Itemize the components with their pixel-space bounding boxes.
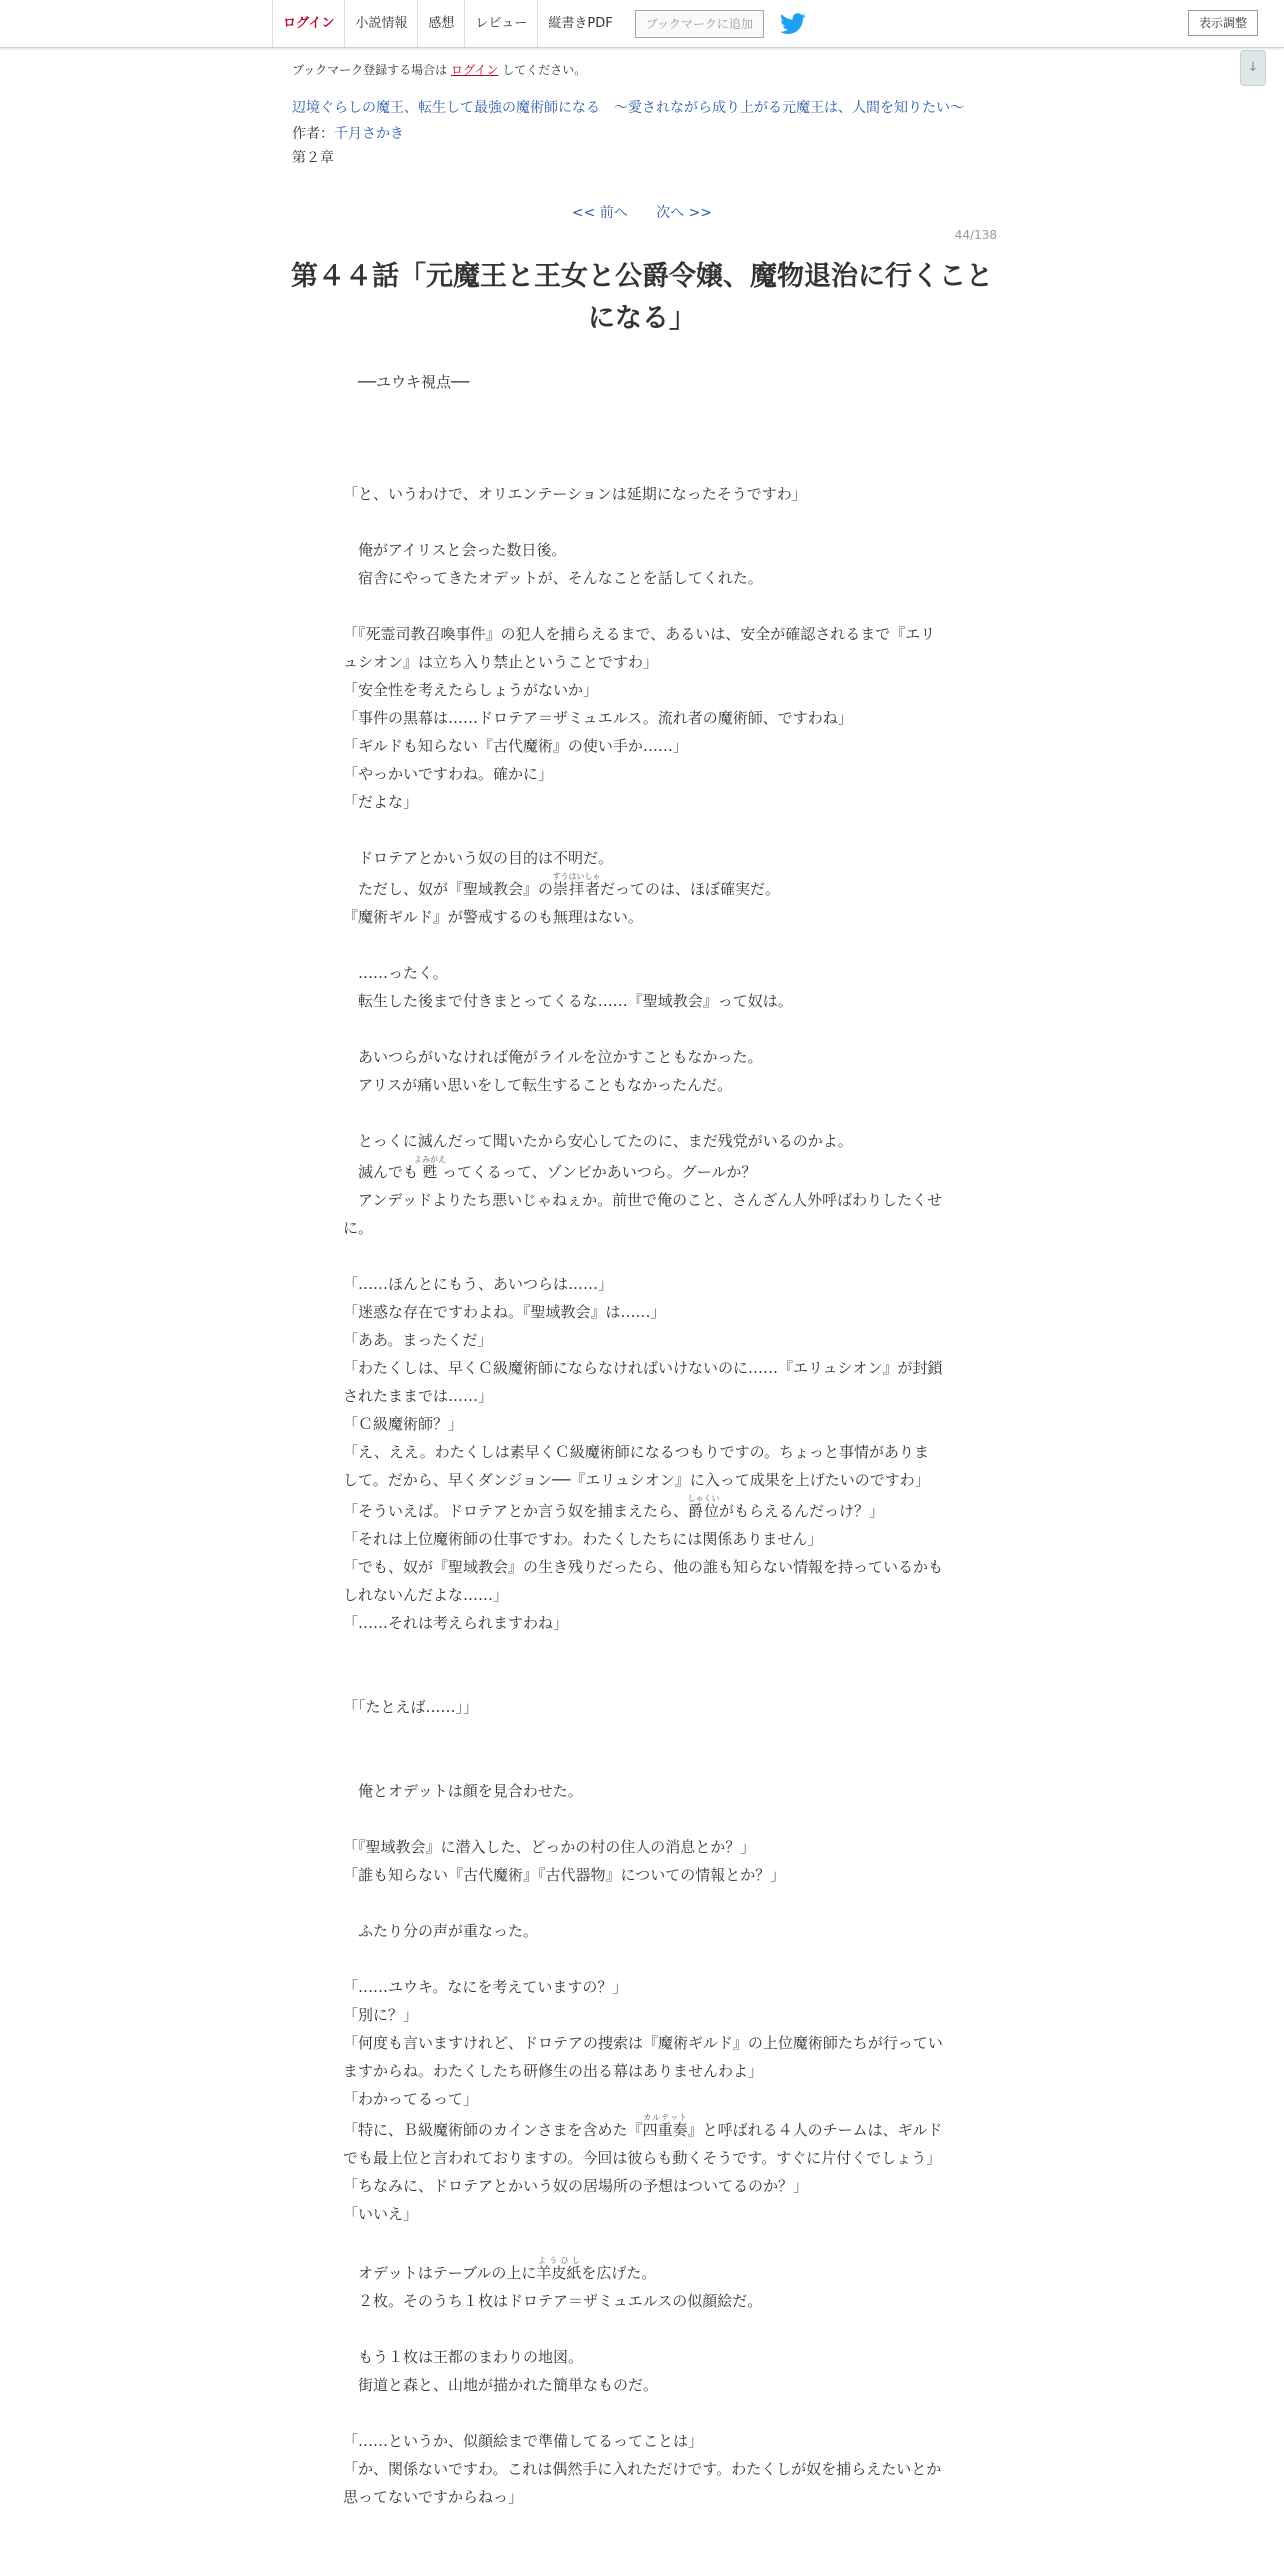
prev-episode-link[interactable]: << 前へ	[571, 205, 628, 221]
body-line: とっくに滅んだって聞いたから安心してたのに、まだ残党がいるのかよ。	[343, 1132, 853, 1150]
body-line: 「Ｃ級魔術師？」	[343, 1415, 464, 1433]
body-line: 「誰も知らない『古代魔術』『古代器物』についての情報とか？」	[343, 1866, 786, 1884]
novel-title-link[interactable]: 辺境ぐらしの魔王、転生して最強の魔術師になる 〜愛されながら成り上がる元魔王は、人間を知りたい〜	[292, 100, 964, 116]
body-line: 「それは上位魔術師の仕事ですわ。わたくしたちには関係ありません」	[343, 1530, 823, 1548]
nav-impressions-link[interactable]: 感想	[417, 0, 464, 47]
bookmark-notice-login-link[interactable]: ログイン	[451, 63, 499, 77]
body-line	[343, 1889, 943, 1917]
episode-page-count: 44/138	[954, 228, 997, 242]
body-line	[343, 931, 943, 959]
body-line	[343, 452, 943, 480]
top-navbar	[0, 0, 1284, 48]
body-line: あいつらがいなければ俺がライルを泣かすこともなかった。	[343, 1048, 763, 1066]
body-line: 宿舎にやってきたオデットが、そんなことを話してくれた。	[343, 569, 763, 587]
author-line	[292, 123, 404, 143]
nav-vertical-pdf-link[interactable]: 縦書きPDF	[537, 0, 622, 47]
ruby-annotation: 羊皮紙ようひし	[536, 2256, 582, 2282]
body-line	[343, 1665, 943, 1693]
scroll-down-button[interactable]: ↓	[1240, 50, 1266, 86]
bookmark-add-button[interactable]: ブックマークに追加	[635, 10, 764, 38]
body-line: ドロテアとかいう奴の目的は不明だ。	[343, 849, 614, 867]
body-line: 「『聖域教会』に潜入した、どっかの村の住人の消息とか？」	[343, 1838, 756, 1856]
body-line	[343, 1099, 943, 1127]
bookmark-login-notice	[292, 61, 586, 78]
display-settings-button[interactable]: 表示調整	[1188, 10, 1258, 36]
episode-title: 第４４話「元魔王と王女と公爵令嬢、魔物退治に行くことになる」	[291, 261, 993, 334]
episode-pager	[0, 202, 1284, 222]
body-line: 「安全性を考えたらしょうがないか」	[343, 681, 599, 699]
body-line	[343, 1721, 943, 1749]
nav-novel-info-link[interactable]: 小説情報	[344, 0, 417, 47]
body-line	[343, 424, 943, 452]
body-line: 「でも、奴が『聖域教会』の生き残りだったら、他の誰も知らない情報を持っているかもしれないんだよな……」	[343, 1558, 944, 1604]
body-line: 転生した後まで付きまとってくるな……『聖域教会』って奴は。	[343, 992, 793, 1010]
body-line: ……ったく。	[343, 964, 448, 982]
body-line: ふたり分の声が重なった。	[343, 1922, 539, 1940]
body-line: オデットはテーブルの上に羊皮紙ようひしを広げた。	[343, 2256, 657, 2282]
author-name-link[interactable]: 千月さかき	[334, 126, 404, 142]
body-line	[343, 1805, 943, 1833]
chapter-label: 第２章	[292, 150, 334, 166]
body-line	[343, 396, 943, 424]
body-line: 「え、ええ。わたくしは素早くＣ級魔術師になるつもりですの。ちょっと事情がありまして。だから、早くダンジョン──『エリュシオン』に入って成果を上げたいのですわ」	[343, 1443, 930, 1489]
nav-list	[272, 0, 806, 47]
body-line: 「……それは考えられますわね」	[343, 1614, 569, 1632]
body-line	[343, 592, 943, 620]
body-line: 「だよな」	[343, 793, 419, 811]
body-line: 「か、関係ないですわ。これは偶然手に入れただけです。わたくしが奴を捕らえたいとか思ってないですからねっ」	[343, 2460, 942, 2506]
ruby-annotation: 甦よみがえ	[414, 1155, 447, 1181]
ruby-annotation: 爵位しゃくい	[687, 1494, 720, 1520]
body-line: アンデッドよりたち悪いじゃねぇか。前世で俺のこと、さんざん人外呼ばわりしたくせに。	[343, 1191, 943, 1237]
body-line: 「いいえ」	[343, 2205, 419, 2223]
body-line	[343, 1637, 943, 1665]
ruby-annotation: 崇拝者すうはいしゃ	[552, 872, 601, 898]
body-line	[343, 1749, 943, 1777]
body-line: ──ユウキ視点──	[343, 373, 470, 391]
body-line	[343, 2228, 943, 2256]
body-line: 「ちなみに、ドロテアとかいう奴の居場所の予想はついてるのか？」	[343, 2177, 809, 2195]
body-line: 街道と森と、山地が描かれた簡単なものだ。	[343, 2376, 659, 2394]
bookmark-notice-after: してください。	[502, 63, 587, 77]
body-line: 「迷惑な存在ですわよね。『聖域教会』は……」	[343, 1303, 666, 1321]
body-line: 「……ほんとにもう、あいつらは……」	[343, 1275, 614, 1293]
body-line: ２枚。そのうち１枚はドロテア＝ザミュエルスの似顔絵だ。	[343, 2292, 763, 2310]
body-line: もう１枚は王都のまわりの地図。	[343, 2348, 584, 2366]
body-line: 「ギルドも知らない『古代魔術』の使い手か……」	[343, 737, 688, 755]
body-line	[343, 816, 943, 844]
body-line: 「わかってるって」	[343, 2090, 479, 2108]
twitter-bird-icon[interactable]	[780, 13, 806, 35]
body-line: 「わたくしは、早くＣ級魔術師にならなければいけないのに……『エリュシオン』が封鎖されたままでは……」	[343, 1359, 943, 1405]
body-line	[343, 2399, 943, 2427]
body-line: 「そういえば。ドロテアとか言う奴を捕まえたら、爵位しゃくいがもらえるんだっけ？」	[343, 1494, 885, 1520]
author-label: 作者：	[292, 126, 334, 142]
body-line: 「やっかいですわね。確かに」	[343, 765, 554, 783]
body-line: 「……ユウキ。なにを考えていますの？」	[343, 1978, 628, 1996]
body-line: 『魔術ギルド』が警戒するのも無理はない。	[343, 908, 643, 926]
body-line: ただし、奴が『聖域教会』の崇拝者すうはいしゃだってのは、ほぼ確実だ。	[343, 872, 781, 898]
nav-login-link[interactable]: ログイン	[272, 0, 344, 47]
body-line: アリスが痛い思いをして転生することもなかったんだ。	[343, 1076, 733, 1094]
body-line: 「特に、Ｂ級魔術師のカインさまを含めた『四重奏カルテット』と呼ばれる４人のチームは、ギルドでも最上位と言われておりますの。今回は彼らも動くそうです。すぐに片付くでしょう」	[343, 2113, 943, 2167]
body-line	[343, 508, 943, 536]
body-line: 「……というか、似顔絵まで準備してるってことは」	[343, 2432, 704, 2450]
body-line	[343, 2315, 943, 2343]
body-line: 俺とオデットは顔を見合わせた。	[343, 1782, 583, 1800]
body-line: 「別に？」	[343, 2006, 419, 2024]
body-line: 「何度も言いますけれど、ドロテアの捜索は『魔術ギルド』の上位魔術師たちが行っていますからね。わたくしたち研修生の出る幕はありませんわよ」	[343, 2034, 943, 2080]
body-line: 「ああ。まったくだ」	[343, 1331, 493, 1349]
next-episode-link[interactable]: 次へ >>	[656, 205, 713, 221]
body-line	[343, 1945, 943, 1973]
body-line: 滅んでも甦よみがえってくるって、ゾンビかあいつら。グールか？	[343, 1155, 757, 1181]
body-line: 「と、いうわけで、オリエンテーションは延期になったそうですわ」	[343, 485, 807, 503]
body-line: 「「たとえば……」」	[343, 1698, 479, 1716]
body-line: 「『死霊司教召喚事件』の犯人を捕らえるまで、あるいは、安全が確認されるまで『エリュシオン』は立ち入り禁止ということですわ」	[343, 625, 936, 671]
body-line	[343, 1015, 943, 1043]
ruby-annotation: 四重奏カルテット	[642, 2113, 688, 2139]
body-line	[343, 1242, 943, 1270]
bookmark-notice-before: ブックマーク登録する場合は	[292, 63, 448, 77]
nav-review-link[interactable]: レビュー	[464, 0, 537, 47]
body-line: 「事件の黒幕は……ドロテア＝ザミュエルス。流れ者の魔術師、ですわね」	[343, 709, 853, 727]
body-line: 俺がアイリスと会った数日後。	[343, 541, 567, 559]
novel-body-text	[343, 368, 943, 2511]
